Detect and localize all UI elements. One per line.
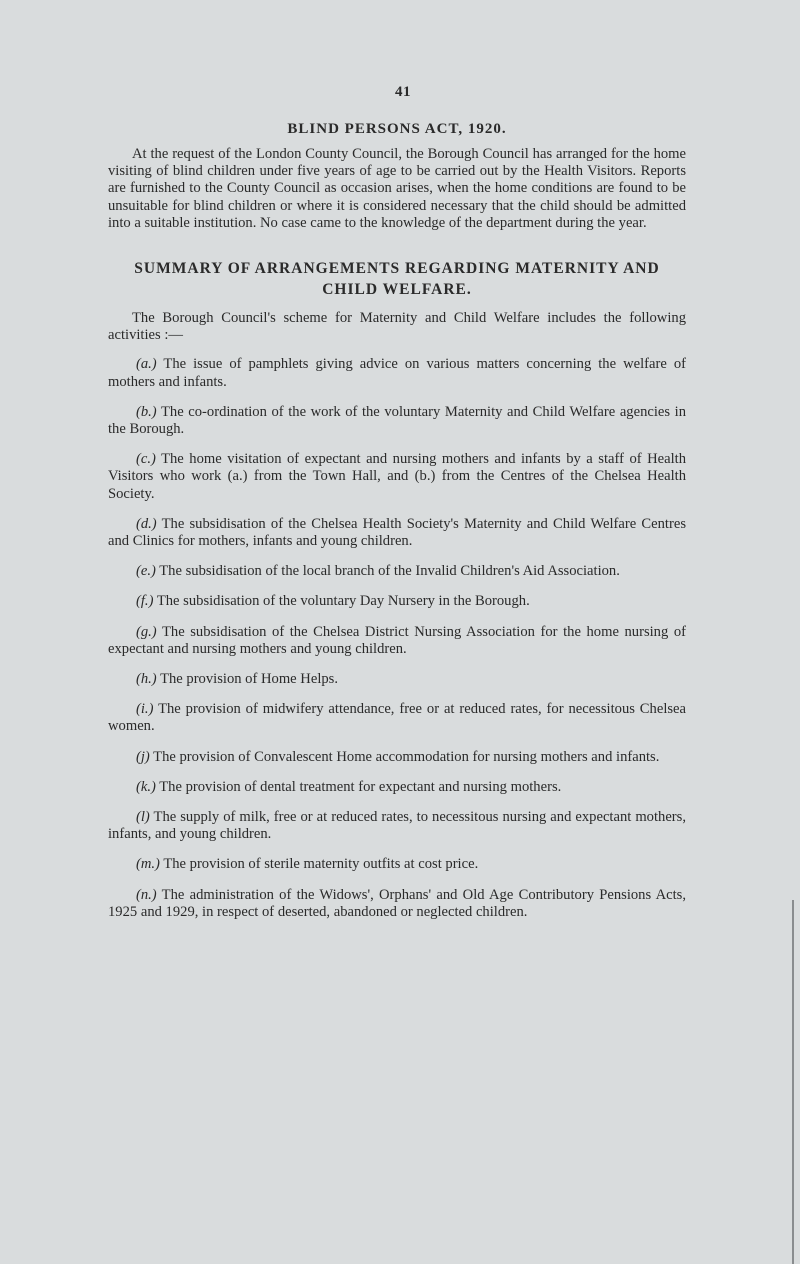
list-item [108,779,686,796]
item-text: The provision of Home Helps. [160,671,338,688]
page-number: 41 [395,84,411,100]
list-item [108,356,686,390]
item-text: The subsidisation of the local branch of the Invalid Children's Aid Association. [159,563,620,580]
blind-persons-paragraph: At the request of the London County Council, the Borough Council has arranged for the home visiting of blind children under five years of age to be carried out by the Health Visitors. Reports are furnished to the County Council as occasion arises, when the home conditions are found to be unsuitable for blind children or where it is considered necessary that the child should be admitted into a suitable institution. No case came to the knowledge of the department during the year. [108,146,686,231]
item-marker: (b.) [136,403,157,420]
item-marker: (f.) [136,593,154,610]
summary-heading: SUMMARY OF ARRANGEMENTS REGARDING MATERNITY AND CHILD WELFARE. [134,260,660,299]
item-text: The issue of pamphlets giving advice on various matters concerning the welfare of mothers and infants. [108,356,686,390]
list-item [108,671,686,688]
list-item [108,887,686,921]
summary-section [108,258,686,921]
item-marker: (g.) [136,623,157,640]
item-marker: (l) [136,809,150,826]
list-item [108,451,686,503]
item-marker: (c.) [136,451,156,468]
item-text: The subsidisation of the Chelsea District Nursing Association for the home nursing of expectant and nursing mothers and young children. [108,623,686,657]
item-text: The administration of the Widows', Orphans' and Old Age Contributory Pensions Acts, 1925 and 1929, in respect of deserted, abandoned or neglected children. [108,886,686,920]
document-page [108,84,686,934]
list-item [108,404,686,438]
blind-persons-heading: BLIND PERSONS ACT, 1920. [287,121,507,137]
summary-intro: The Borough Council's scheme for Maternity and Child Welfare includes the following activities :— [108,310,686,344]
item-text: The co-ordination of the work of the voluntary Maternity and Child Welfare agencies in the Borough. [108,403,686,438]
list-item [108,563,686,580]
blind-persons-section [108,121,686,232]
list-item [108,593,686,610]
item-marker: (h.) [136,671,157,688]
list-item [108,516,686,550]
list-item [108,624,686,658]
list-item [108,749,686,766]
item-text: The provision of midwifery attendance, free or at reduced rates, for necessitous Chelsea women. [108,701,687,735]
item-text: The supply of milk, free or at reduced rates, to necessitous nursing and expectant mothers, infants, and young children. [108,809,686,843]
item-text: The subsidisation of the Chelsea Health Society's Maternity and Child Welfare Centres and Clinics for mothers, infants and young children. [108,515,686,550]
item-marker: (a.) [136,356,157,373]
item-text: The provision of dental treatment for expectant and nursing mothers. [159,778,562,795]
item-text: The subsidisation of the voluntary Day Nursery in the Borough. [156,593,530,610]
item-text: The provision of sterile maternity outfits at cost price. [163,856,479,873]
item-marker: (e.) [136,563,156,580]
activities-list [108,356,686,921]
list-item [108,856,686,873]
item-text: The home visitation of expectant and nursing mothers and infants by a staff of Health Visitors who work (a.) from the Town Hall, and (b.) from the Centres of the Chelsea Health Society. [108,451,686,502]
item-text: The provision of Convalescent Home accommodation for nursing mothers and infants. [153,748,660,765]
item-marker: (d.) [136,515,157,532]
item-marker: (n.) [136,886,157,903]
list-item [108,701,686,735]
page-edge-shadow [792,900,794,1264]
item-marker: (m.) [136,856,160,873]
item-marker: (k.) [136,778,156,795]
list-item [108,809,686,843]
item-marker: (i.) [136,701,154,718]
item-marker: (j) [136,748,150,765]
